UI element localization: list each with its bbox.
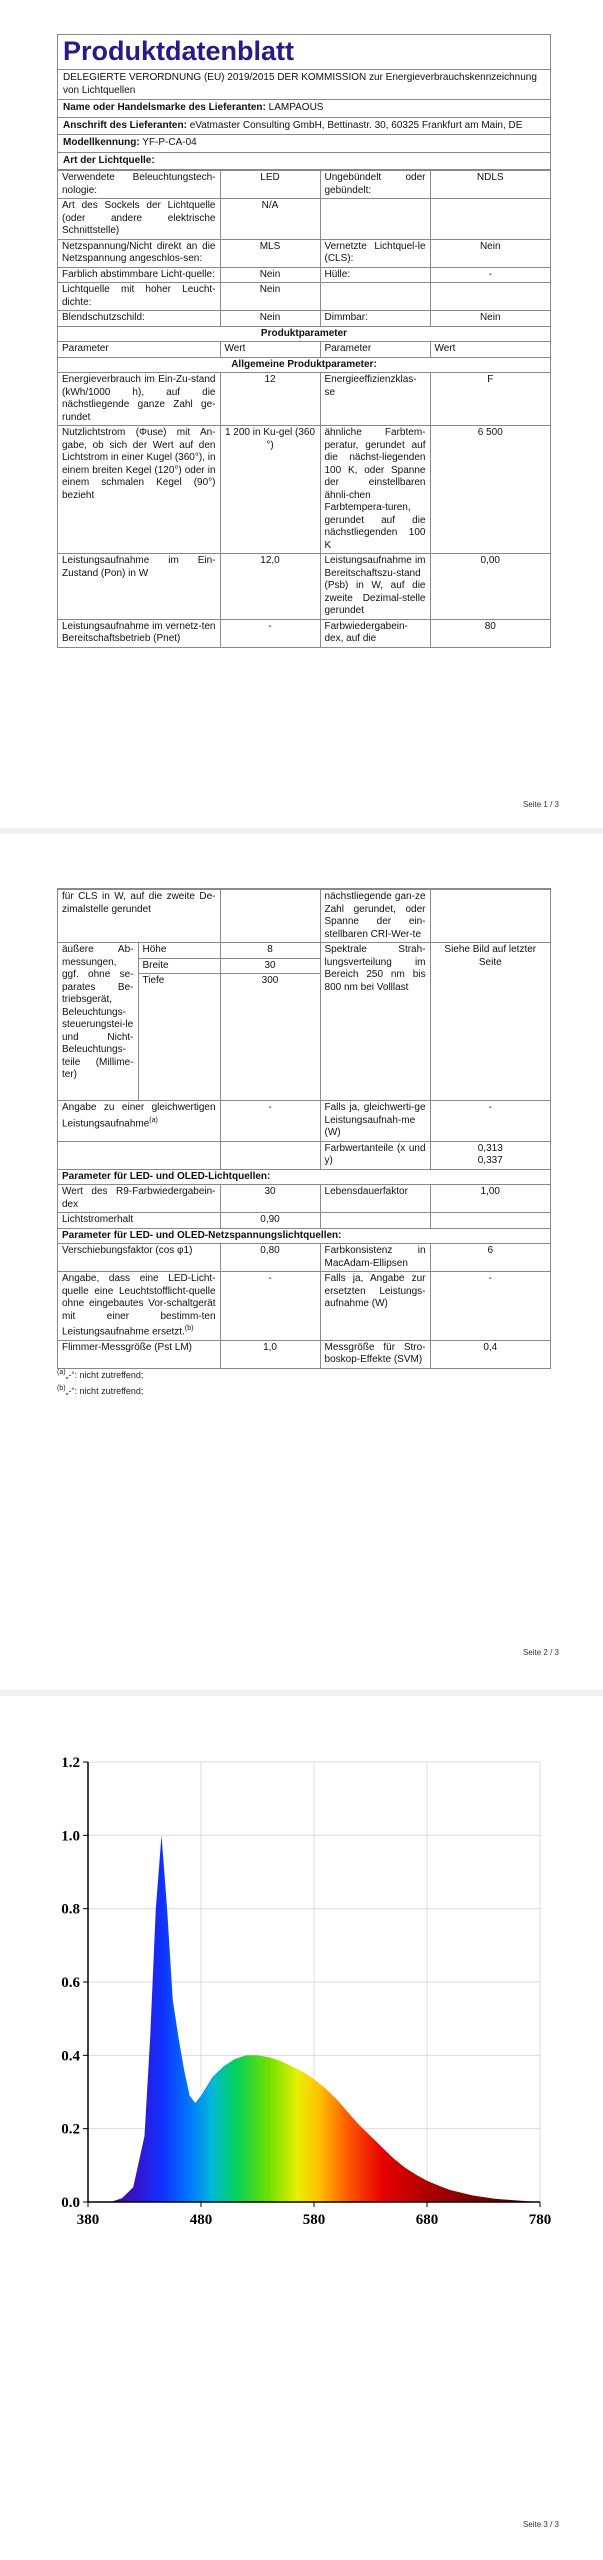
light-source-type-label: Art der Lichtquelle: xyxy=(58,153,550,171)
param-label: Falls ja, Angabe zur ersetzten Leistungs-aufnahme (W) xyxy=(320,1272,430,1341)
led-parameters-heading: Parameter für LED- und OLED-Lichtquellen: xyxy=(58,1169,550,1185)
param-label: Dimmbar: xyxy=(320,311,430,327)
param-value: 1,00 xyxy=(430,1185,550,1213)
footnotes xyxy=(57,1366,143,1398)
param-value: 0,00 xyxy=(430,554,550,620)
x-tick-label: 580 xyxy=(302,2212,326,2228)
table-row xyxy=(58,1272,550,1341)
spectrum-label: Spektrale Strah-lungsverteilung im Bereich 250 nm bis 800 nm bei Volllast xyxy=(320,943,430,1101)
table-row xyxy=(58,283,550,311)
param-label xyxy=(58,1141,220,1169)
supplier-address-row xyxy=(58,118,550,136)
y-tick-label: 0.0 xyxy=(61,2195,80,2211)
dimension-value: 30 xyxy=(220,958,320,974)
footnote-b: $^{(b)}$„-“: nicht zutreffend; xyxy=(57,1385,144,1396)
param-value: Nein xyxy=(430,239,550,267)
param-label: Flimmer-Messgröße (Pst LM) xyxy=(58,1340,220,1368)
table-row xyxy=(58,199,550,240)
param-label: Leistungsaufnahme im Ein-Zustand (Pon) in W xyxy=(58,554,220,620)
x-tick-label: 480 xyxy=(189,2212,213,2228)
param-value: - xyxy=(430,1272,550,1341)
param-label: Leistungsaufnahme im Bereitschaftszu-stand (Psb) in W, auf die zweite Dezimal-stelle gerundet xyxy=(320,554,430,620)
table-row xyxy=(58,890,550,943)
table-row xyxy=(58,171,550,199)
dimension-value: 8 xyxy=(220,943,320,959)
param-label: Verwendete Beleuchtungstech-nologie: xyxy=(58,171,220,199)
page-number: Seite 2 / 3 xyxy=(522,1648,559,1657)
param-label: ähnliche Farbtem-peratur, gerundet auf die nächst-liegenden 100 K, oder Spanne der einstellbaren ähnli-chen Farbtempera-turen, gerundet auf die nächstliegenden 100 K xyxy=(320,426,430,554)
model-value: YF-P-CA-04 xyxy=(142,137,197,148)
param-label: für CLS in W, auf die zweite De-zimalstelle gerundet xyxy=(58,890,220,943)
param-label: Vernetzte Lichtquel-le (CLS): xyxy=(320,239,430,267)
param-value: - xyxy=(220,1101,320,1142)
table-row xyxy=(58,1213,550,1229)
param-value: NDLS xyxy=(430,171,550,199)
mains-parameters-heading: Parameter für LED- und OLED-Netzspannungslichtquellen: xyxy=(58,1228,550,1244)
param-label: Lebensdauerfaktor xyxy=(320,1185,430,1213)
param-label: Farblich abstimmbare Licht-quelle: xyxy=(58,267,220,283)
param-label: Farbkonsistenz in MacAdam-Ellipsen xyxy=(320,1244,430,1272)
param-value: - xyxy=(220,619,320,647)
table-row xyxy=(58,619,550,647)
param-value: 0,4 xyxy=(430,1340,550,1368)
param-value xyxy=(430,199,550,240)
product-parameters-heading: Produktparameter xyxy=(58,326,550,342)
table-row xyxy=(58,1101,550,1142)
param-label: Wert des R9-Farbwiedergabein-dex xyxy=(58,1185,220,1213)
model-row xyxy=(58,135,550,153)
param-value: 30 xyxy=(220,1185,320,1213)
param-label xyxy=(320,283,430,311)
param-label: Netzspannung/Nicht direkt an die Netzspannung angeschlos-sen: xyxy=(58,239,220,267)
param-label: Angabe, dass eine LED-Licht-quelle eine Leuchtstofflicht-quelle ohne eingebautes Vor-schaltgerät mit einer bestimm-ten Leistungsaufnahme ersetzt.$^{(b)}$ xyxy=(58,1272,220,1341)
supplier-address: eVatmaster Consulting GmbH, Bettinastr. 30, 60325 Frankfurt am Main, DE xyxy=(189,119,523,131)
col-parameter-2: Parameter xyxy=(320,342,430,358)
supplier-name: LAMPAOUS xyxy=(268,102,324,113)
param-value: LED xyxy=(220,171,320,199)
param-value: N/A xyxy=(220,199,320,240)
y-tick-label: 0.6 xyxy=(61,1975,80,1991)
param-value xyxy=(430,1213,550,1229)
y-tick-label: 1.0 xyxy=(61,1828,80,1845)
spectrum-value: Siehe Bild auf letzter Seite xyxy=(430,943,550,1101)
general-parameters-heading: Allgemeine Produktparameter: xyxy=(58,357,550,373)
param-label: Angabe zu einer gleichwertigen Leistungsaufnahme$^{(a)}$ xyxy=(58,1101,220,1142)
param-value: 0,90 xyxy=(220,1213,320,1229)
page-separator xyxy=(0,1690,603,1696)
table-row xyxy=(58,239,550,267)
x-tick-label: 680 xyxy=(415,2212,439,2228)
param-label xyxy=(320,199,430,240)
page-3 xyxy=(0,1720,603,2560)
param-label: Lichtquelle mit hoher Leucht-dichte: xyxy=(58,283,220,311)
param-label xyxy=(320,1213,430,1229)
param-label: Nutzlichtstrom (Φuse) mit An-gabe, ob sich der Wert auf den Lichtstrom in einer Kugel (360°), in einem breiten Kegel (120°) oder in einem schmalen Kegel (90°) bezieht xyxy=(58,426,220,554)
param-value: Nein xyxy=(220,311,320,327)
param-label: Farbwertanteile (x und y) xyxy=(320,1141,430,1169)
parameters-table-continued xyxy=(58,889,550,1369)
page-2 xyxy=(0,860,603,1700)
table-row xyxy=(58,1141,550,1169)
param-label: nächstliegende gan-ze Zahl gerundet, oder Spanne der ein-stellbaren CRI-Wer-te xyxy=(320,890,430,943)
param-value: MLS xyxy=(220,239,320,267)
dimensions-row xyxy=(58,943,550,959)
param-label: Blendschutzschild: xyxy=(58,311,220,327)
param-value: 0,313 0,337 xyxy=(430,1141,550,1169)
table-row xyxy=(58,426,550,554)
param-label: Falls ja, gleichwerti-ge Leistungsaufnah-me (W) xyxy=(320,1101,430,1142)
param-value: 12,0 xyxy=(220,554,320,620)
param-label: Farbwiedergabein-dex, auf die xyxy=(320,619,430,647)
param-value: 6 xyxy=(430,1244,550,1272)
param-value: 1 200 in Ku-gel (360 °) xyxy=(220,426,320,554)
y-tick-label: 0.2 xyxy=(61,2121,80,2138)
dimension-name: Breite xyxy=(138,958,220,974)
param-value: Nein xyxy=(220,283,320,311)
model-label: Modellkennung: xyxy=(63,137,140,148)
param-value: - xyxy=(430,1101,550,1142)
col-wert-2: Wert xyxy=(430,342,550,358)
param-value: 1,0 xyxy=(220,1340,320,1368)
light-source-type-table xyxy=(58,170,550,648)
dimension-name: Höhe xyxy=(138,943,220,959)
footnote-a: $^{(a)}$„-“: nicht zutreffend; xyxy=(57,1369,144,1380)
x-tick-label: 780 xyxy=(528,2212,552,2228)
y-tick-label: 1.2 xyxy=(61,1755,80,1771)
param-value: 6 500 xyxy=(430,426,550,554)
supplier-name-label: Name oder Handelsmarke des Lieferanten: xyxy=(63,102,266,113)
param-value: 80 xyxy=(430,619,550,647)
param-label: Verschiebungsfaktor (cos φ1) xyxy=(58,1244,220,1272)
datasheet-page-1 xyxy=(57,34,551,648)
x-tick-label: 380 xyxy=(76,2212,100,2228)
param-label: Ungebündelt oder gebündelt: xyxy=(320,171,430,199)
param-value xyxy=(430,283,550,311)
col-wert-1: Wert xyxy=(220,342,320,358)
page-title: Produktdatenblatt xyxy=(58,35,550,70)
page-number: Seite 3 / 3 xyxy=(522,2520,559,2529)
dimension-value: 300 xyxy=(220,974,320,1101)
table-row xyxy=(58,1244,550,1272)
param-value xyxy=(220,1141,320,1169)
supplier-name-row xyxy=(58,100,550,118)
param-label: Energieverbrauch im Ein-Zu-stand (kWh/1000 h), auf die nächstliegende ganze Zahl ge-rundet xyxy=(58,373,220,426)
regulation-text: DELEGIERTE VERORDNUNG (EU) 2019/2015 DER KOMMISSION zur Energieverbrauchskennzeichnung von Lichtquellen xyxy=(58,70,550,100)
table-row xyxy=(58,311,550,327)
param-value: Nein xyxy=(430,311,550,327)
y-tick-label: 0.8 xyxy=(61,1901,80,1918)
page-number: Seite 1 / 3 xyxy=(522,800,559,809)
param-value: - xyxy=(430,267,550,283)
table-row xyxy=(58,554,550,620)
table-row xyxy=(58,1185,550,1213)
dimensions-label: äußere Ab-messungen, ggf. ohne se-parates Be-triebsgerät, Beleuchtungs-steuerungstei-le und Nicht-Beleuchtungs-teile (Millime-ter) xyxy=(58,943,138,1101)
page-separator xyxy=(0,828,603,834)
datasheet-page-2 xyxy=(57,888,551,1369)
dimension-name: Tiefe xyxy=(138,974,220,1101)
table-row xyxy=(58,373,550,426)
table-row xyxy=(58,1340,550,1368)
param-label: Messgröße für Stro-boskop-Effekte (SVM) xyxy=(320,1340,430,1368)
param-label: Lichtstromerhalt xyxy=(58,1213,220,1229)
spectral-distribution-chart xyxy=(40,1742,560,2242)
param-value: Nein xyxy=(220,267,320,283)
param-value: 0,80 xyxy=(220,1244,320,1272)
param-label: Leistungsaufnahme im vernetz-ten Bereitschaftsbetrieb (Pnet) xyxy=(58,619,220,647)
param-value: - xyxy=(220,1272,320,1341)
param-label: Hülle: xyxy=(320,267,430,283)
param-value: F xyxy=(430,373,550,426)
table-row xyxy=(58,267,550,283)
supplier-address-label: Anschrift des Lieferanten: xyxy=(63,119,187,131)
page-1 xyxy=(0,0,603,820)
param-label: Energieeffizienzklas-se xyxy=(320,373,430,426)
y-tick-label: 0.4 xyxy=(61,2048,80,2065)
param-label: Art des Sockels der Lichtquelle (oder andere elektrische Schnittstelle) xyxy=(58,199,220,240)
col-parameter-1: Parameter xyxy=(58,342,220,358)
param-value: 12 xyxy=(220,373,320,426)
